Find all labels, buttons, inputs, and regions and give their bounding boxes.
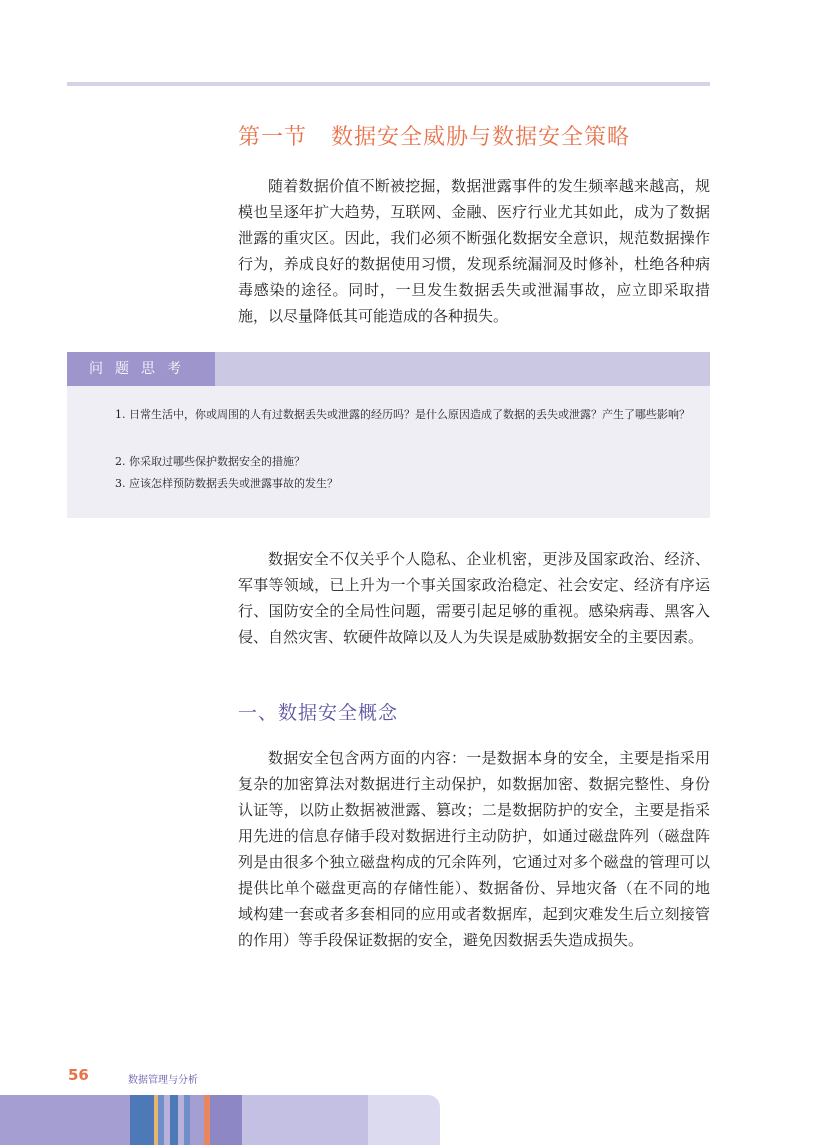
footer-stripe [170, 1095, 178, 1145]
section-title-text: 数据安全威胁与数据安全策略 [331, 125, 631, 150]
question-item: 2. 你采取过哪些保护数据安全的措施？ [115, 455, 305, 468]
footer-stripe [130, 1095, 154, 1145]
footer-decoration [0, 1095, 440, 1145]
footer-stripe [242, 1095, 368, 1145]
body-paragraph: 数据安全包含两方面的内容：一是数据本身的安全，主要是指采用复杂的加密算法对数据进行主动保护，如数据加密、数据完整性、身份认证等，以防止数据被泄露、篡改；二是数据防护的安全，主要是指采用先进的信息存储手段对数据进行主动防护，如通过磁盘阵列（磁盘阵列是由很多个独立磁盘构成的冗余阵列，它通过对多个磁盘的管理可以提供比单个磁盘更高的存储性能）、数据备份、异地灾备（在不同的地域构建一套或者多套相同的应用或者数据库，起到灾难发生后立刻接管的作用）等手段保证数据的安全，避免因数据丢失造成损失。 [238, 749, 710, 949]
question-box [67, 352, 710, 518]
question-item: 3. 应该怎样预防数据丢失或泄露事故的发生？ [115, 477, 338, 490]
question-item: 1. 日常生活中，你或周围的人有过数据丢失或泄露的经历吗？是什么原因造成了数据的丢失或泄露？产生了哪些影响？ [115, 408, 690, 421]
question-box-header: 问题思考 [67, 352, 215, 386]
footer-stripe [190, 1095, 204, 1145]
footer-stripe [210, 1095, 242, 1145]
intro-paragraph: 随着数据价值不断被挖掘，数据泄露事件的发生频率越来越高，规模也呈逐年扩大趋势，互联网、金融、医疗行业尤其如此，成为了数据泄露的重灾区。因此，我们必须不断强化数据安全意识，规范数据操作行为，养成良好的数据使用习惯，发现系统漏洞及时修补，杜绝各种病毒感染的途径。同时，一旦发生数据丢失或泄漏事故，应立即采取措施，以尽量降低其可能造成的各种损失。 [238, 177, 710, 325]
footer-stripe [0, 1095, 130, 1145]
body-paragraph: 数据安全不仅关乎个人隐私、企业机密，更涉及国家政治、经济、军事等领域，已上升为一个事关国家政治稳定、社会安定、经济有序运行、国防安全的全局性问题，需要引起足够的重视。感染病毒、黑客入侵、自然灾害、软硬件故障以及人为失误是威胁数据安全的主要因素。 [238, 550, 710, 646]
book-title: 数据管理与分析 [128, 1075, 198, 1086]
page-number: 56 [68, 1066, 89, 1084]
section-number: 第一节 [238, 125, 308, 150]
top-rule [67, 82, 710, 86]
section-title [238, 120, 718, 151]
footer-stripe [368, 1095, 440, 1145]
subsection-heading: 一、数据安全概念 [238, 702, 399, 724]
